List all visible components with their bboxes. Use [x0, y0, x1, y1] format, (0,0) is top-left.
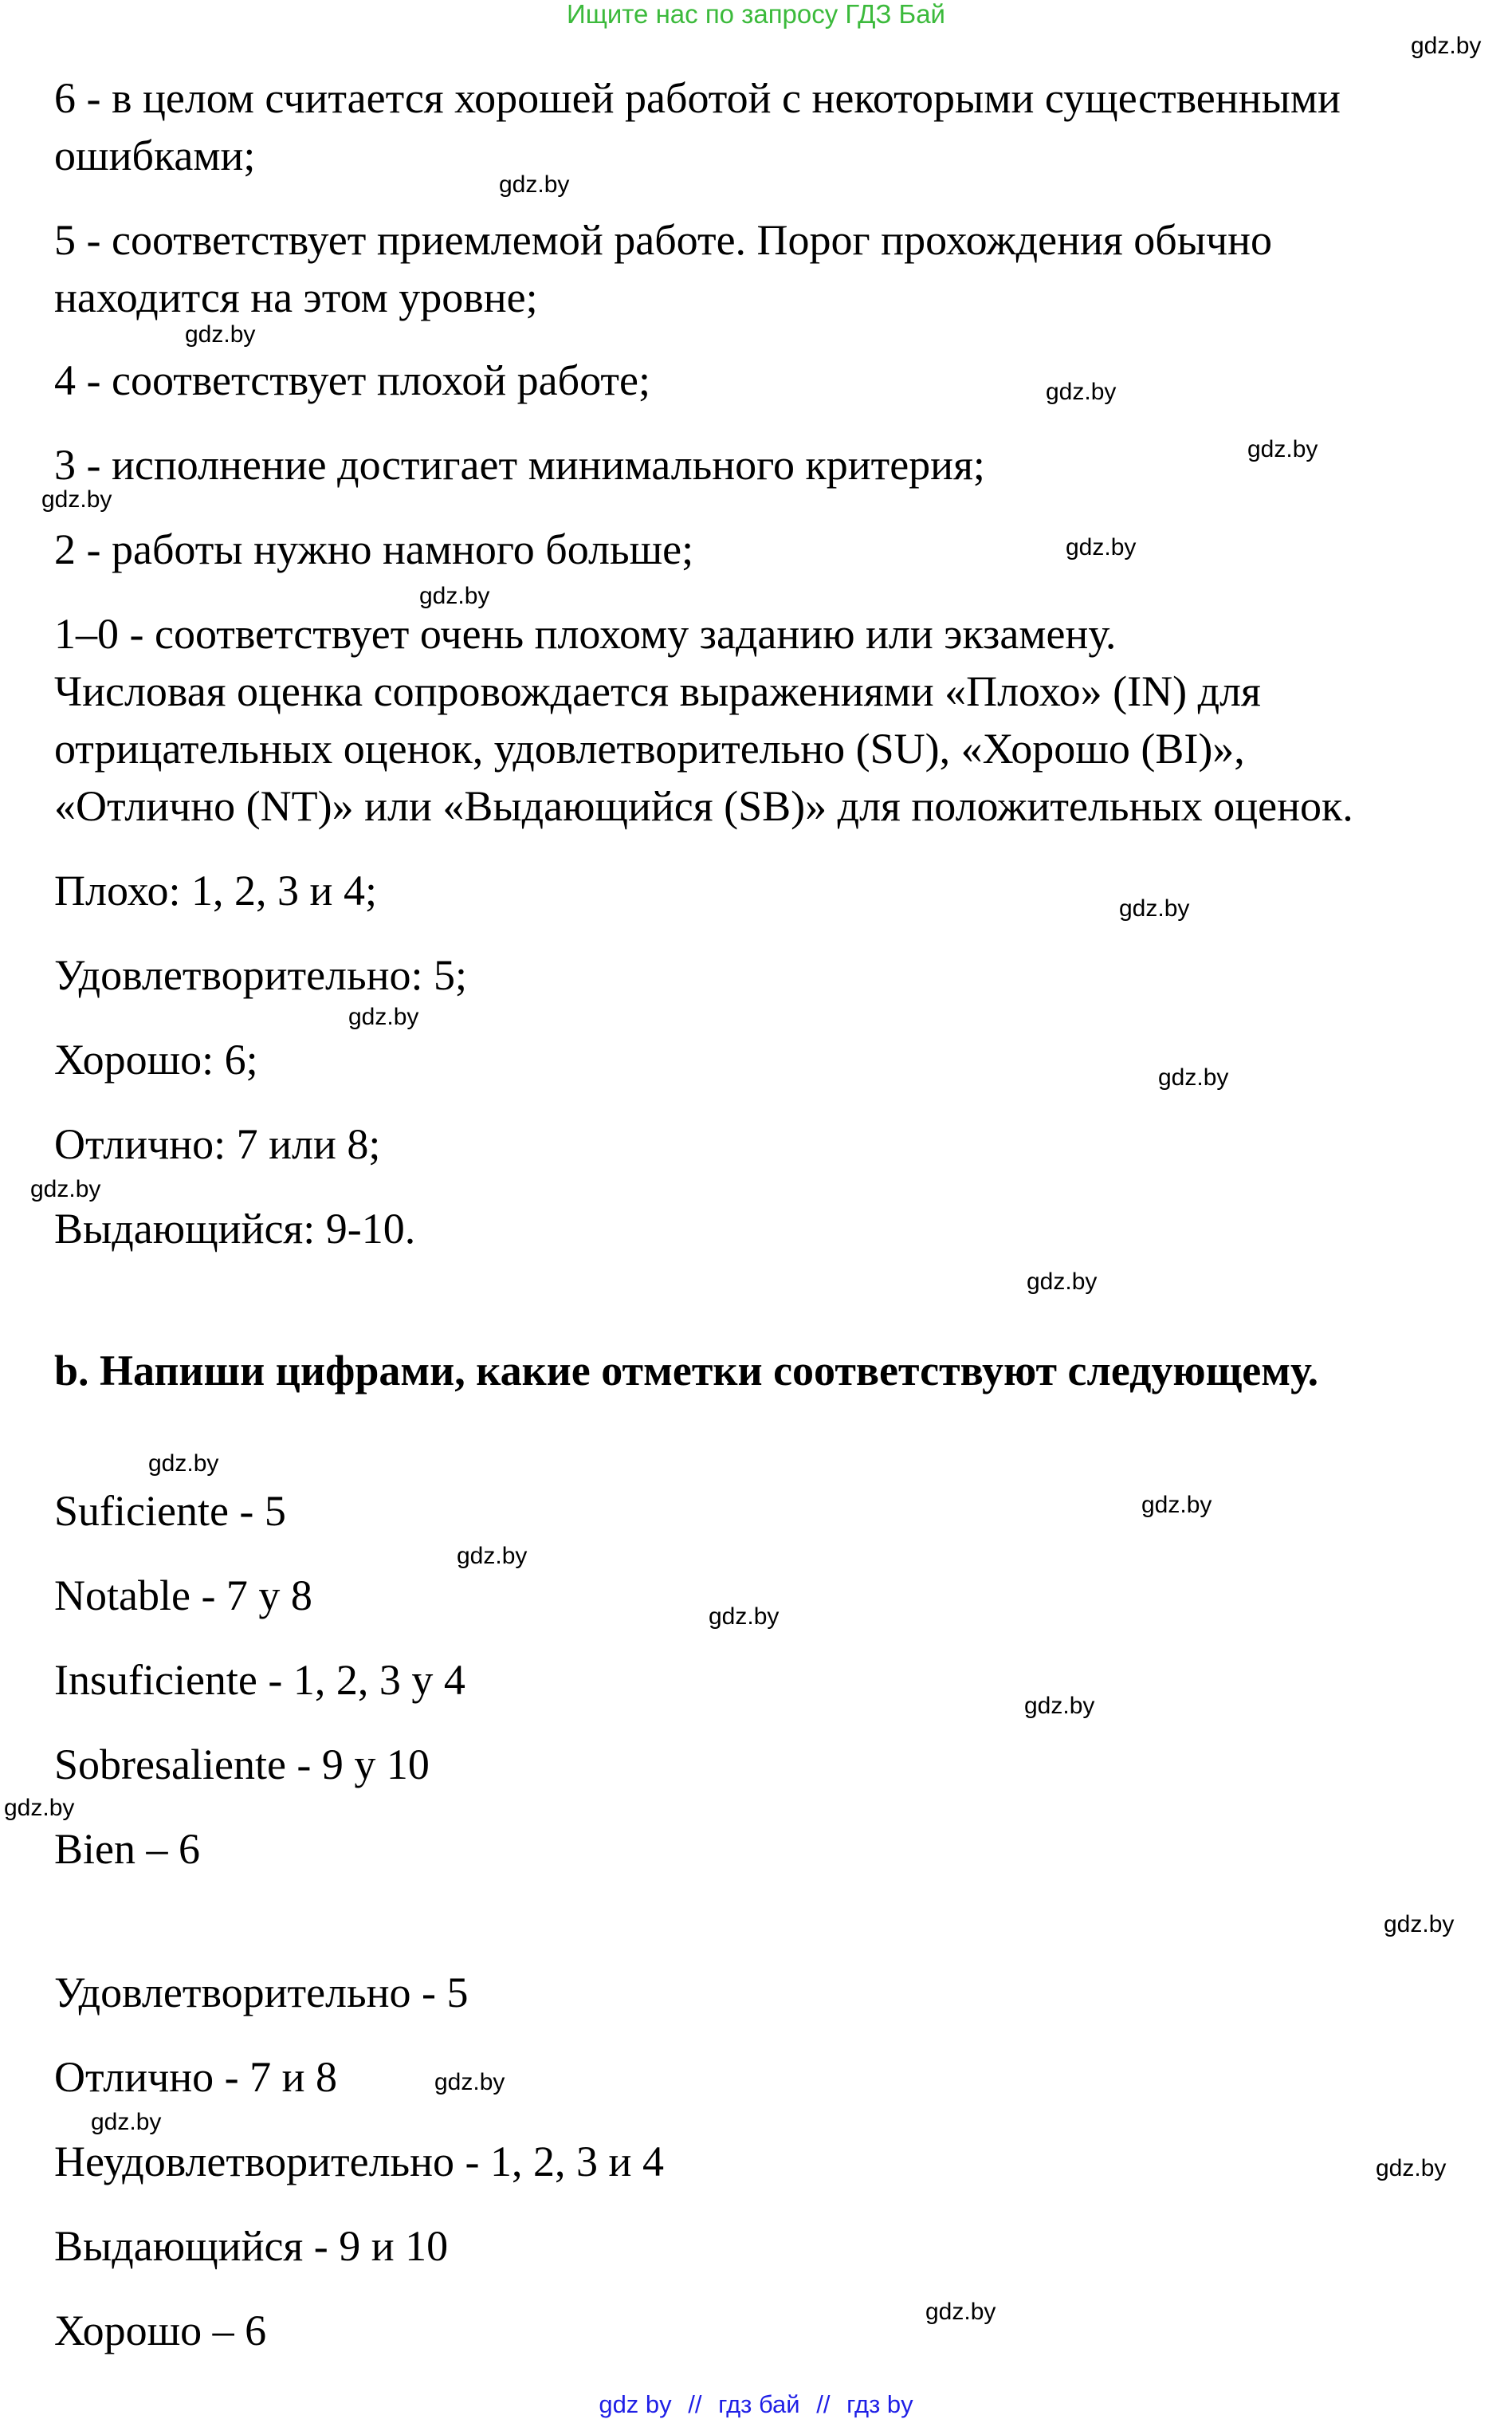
watermark: gdz.by — [499, 171, 570, 198]
answer-es-line: Notable - 7 y 8 — [54, 1571, 312, 1619]
answer-es-line: Suficiente - 5 — [54, 1487, 286, 1535]
watermark: gdz.by — [1027, 1269, 1098, 1295]
watermark: gdz.by — [434, 2069, 505, 2095]
watermark: gdz.by — [1024, 1693, 1095, 1719]
answer-es-line: Bien – 6 — [54, 1825, 200, 1873]
watermark: gdz.by — [1066, 534, 1137, 561]
answer-ru-line: Выдающийся - 9 и 10 — [54, 2222, 449, 2270]
answer-ru-line: Неудовлетворительно - 1, 2, 3 и 4 — [54, 2138, 664, 2185]
grade-description-line: Числовая оценка сопровождается выражениями «Плохо» (IN) для — [54, 667, 1261, 715]
watermark: gdz.by — [1247, 436, 1318, 462]
watermark: gdz.by — [185, 321, 256, 348]
watermark: gdz.by — [457, 1543, 528, 1569]
grade-description-line: 1–0 - соответствует очень плохому заданию или экзамену. — [54, 610, 1117, 658]
answer-es-line: Insuficiente - 1, 2, 3 y 4 — [54, 1656, 465, 1704]
grade-group-line: Хорошо: 6; — [54, 1036, 258, 1084]
grade-description-line: находится на этом уровне; — [54, 273, 538, 321]
footer-separator: // — [688, 2390, 702, 2418]
grade-group-line: Отлично: 7 или 8; — [54, 1120, 381, 1168]
watermark: gdz.by — [91, 2109, 162, 2135]
grade-group-line: Плохо: 1, 2, 3 и 4; — [54, 867, 377, 915]
answer-ru-line: Отлично - 7 и 8 — [54, 2053, 338, 2101]
footer-link-gdz-bai[interactable]: гдз бай — [718, 2390, 800, 2418]
grade-description-line: отрицательных оценок, удовлетворительно (SU), «Хорошо (BI)», — [54, 725, 1245, 773]
watermark: gdz.by — [41, 486, 112, 513]
watermark: gdz.by — [1376, 2155, 1447, 2181]
watermark: gdz.by — [1411, 33, 1482, 59]
grade-description-line: 5 - соответствует приемлемой работе. Порог прохождения обычно — [54, 216, 1273, 264]
footer-link-gdz-by[interactable]: gdz by — [599, 2390, 672, 2418]
watermark: gdz.by — [1119, 895, 1190, 922]
footer-separator: // — [816, 2390, 831, 2418]
grade-description-line: 3 - исполнение достигает минимального критерия; — [54, 441, 985, 489]
answer-ru-line: Удовлетворительно - 5 — [54, 1969, 469, 2016]
watermark: gdz.by — [1141, 1492, 1212, 1518]
grade-description-line: 6 - в целом считается хорошей работой с некоторыми существенными — [54, 74, 1341, 122]
watermark: gdz.by — [348, 1004, 419, 1030]
answer-es-line: Sobresaliente - 9 y 10 — [54, 1741, 430, 1788]
watermark: gdz.by — [419, 583, 490, 609]
footer-links — [0, 2390, 1512, 2419]
watermark: gdz.by — [148, 1450, 219, 1477]
watermark: gdz.by — [1046, 379, 1117, 405]
watermark: gdz.by — [1158, 1064, 1229, 1091]
grade-description-line: ошибками; — [54, 132, 256, 179]
watermark: gdz.by — [1384, 1911, 1455, 1937]
answer-ru-line: Хорошо – 6 — [54, 2307, 267, 2354]
grade-description-line: 2 - работы нужно намного больше; — [54, 525, 694, 573]
footer-link-gdz-by-ru[interactable]: гдз by — [846, 2390, 913, 2418]
top-banner: Ищите нас по запросу ГДЗ Бай — [567, 0, 945, 29]
grade-description-line: 4 - соответствует плохой работе; — [54, 356, 650, 404]
watermark: gdz.by — [925, 2299, 996, 2325]
watermark: gdz.by — [4, 1795, 75, 1821]
grade-group-line: Удовлетворительно: 5; — [54, 951, 468, 999]
watermark: gdz.by — [709, 1603, 780, 1630]
grade-group-line: Выдающийся: 9-10. — [54, 1205, 416, 1253]
grade-description-line: «Отлично (NT)» или «Выдающийся (SB)» для положительных оценок. — [54, 782, 1353, 830]
task-b-heading: b. Напиши цифрами, какие отметки соответствуют следующему. — [54, 1347, 1319, 1394]
watermark: gdz.by — [30, 1176, 101, 1202]
